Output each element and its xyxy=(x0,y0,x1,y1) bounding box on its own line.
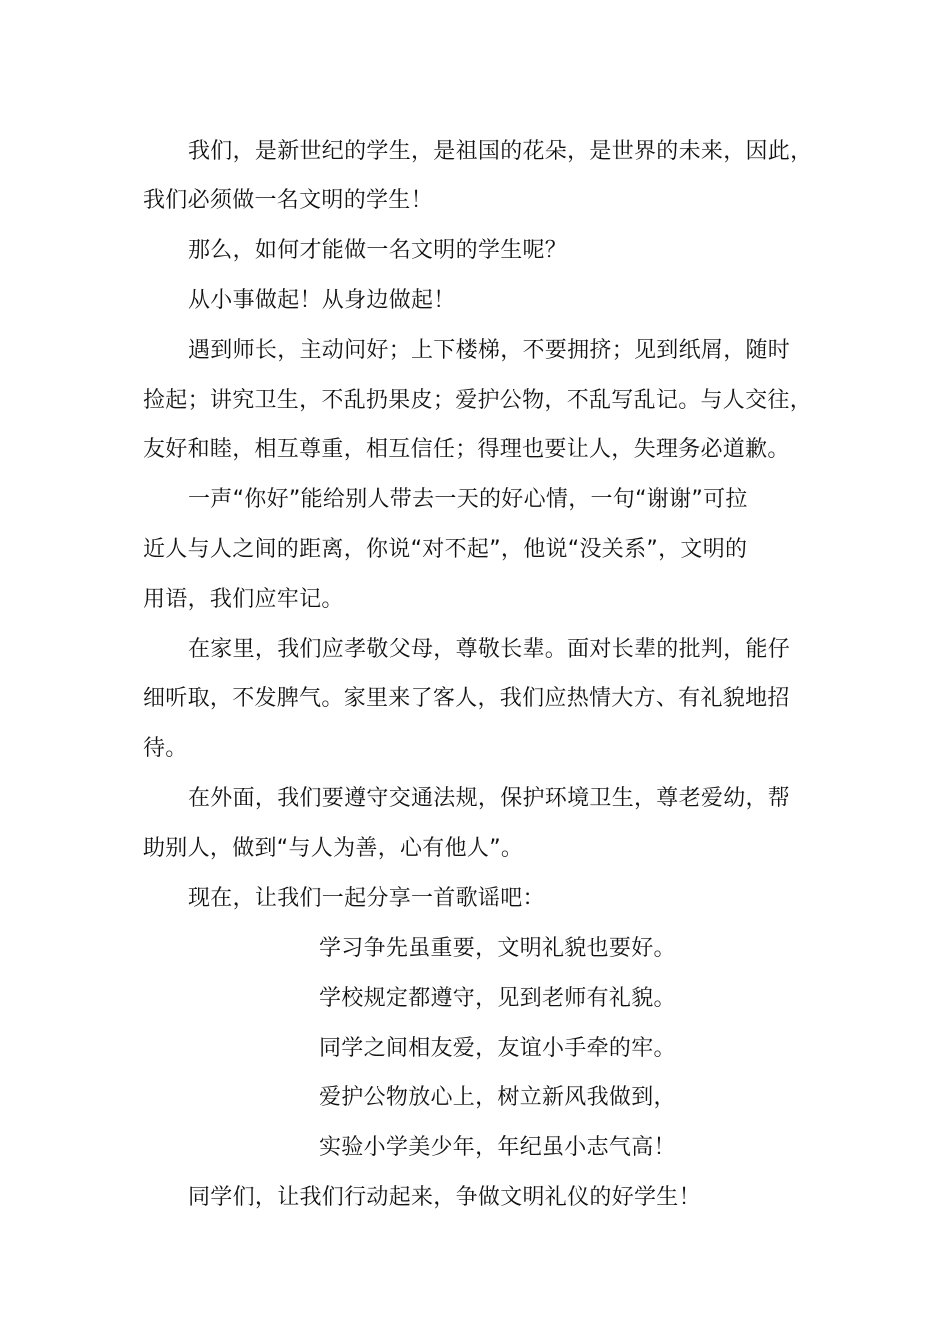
text-line: 我们必须做一名文明的学生！ xyxy=(143,188,433,213)
closing-line: 同学们，让我们行动起来，争做文明礼仪的好学生！ xyxy=(188,1185,701,1210)
poem-line: 同学之间相友爱，友谊小手牵的牢。 xyxy=(319,1036,676,1061)
text-line: 那么，如何才能做一名文明的学生呢？ xyxy=(188,238,568,263)
poem-line: 实验小学美少年，年纪虽小志气高！ xyxy=(319,1135,676,1160)
text-line: 遇到师长，主动问好；上下楼梯，不要拥挤；见到纸屑，随时 xyxy=(188,338,791,363)
text-line: 在家里，我们应孝敬父母，尊敬长辈。面对长辈的批判，能仔 xyxy=(188,637,791,662)
text-line: 待。 xyxy=(143,736,188,761)
text-line: 友好和睦，相互尊重，相互信任；得理也要让人，失理务必道歉。 xyxy=(143,437,790,462)
text-line: 在外面，我们要遵守交通法规，保护环境卫生，尊老爱幼，帮 xyxy=(188,786,791,811)
poem-line: 学习争先虽重要，文明礼貌也要好。 xyxy=(319,936,676,961)
poem-line: 学校规定都遵守，见到老师有礼貌。 xyxy=(319,986,676,1011)
poem-line: 爱护公物放心上，树立新风我做到， xyxy=(319,1085,676,1110)
text-line: 从小事做起！从身边做起！ xyxy=(188,288,456,313)
text-line: 近人与人之间的距离，你说“对不起”，他说“没关系”，文明的 xyxy=(143,537,748,562)
text-line: 用语，我们应牢记。 xyxy=(143,587,344,612)
text-line: 助别人，做到“与人为善，心有他人”。 xyxy=(143,836,524,861)
text-line: 现在，让我们一起分享一首歌谣吧： xyxy=(188,886,545,911)
text-line: 一声“你好”能给别人带去一天的好心情，一句“谢谢”可拉 xyxy=(188,487,748,512)
text-line: 细听取，不发脾气。家里来了客人，我们应热情大方、有礼貌地招 xyxy=(143,686,790,711)
text-line: 我们，是新世纪的学生，是祖国的花朵，是世界的未来，因此， xyxy=(188,139,813,164)
text-line: 捡起；讲究卫生，不乱扔果皮；爱护公物，不乱写乱记。与人交往， xyxy=(143,388,813,413)
